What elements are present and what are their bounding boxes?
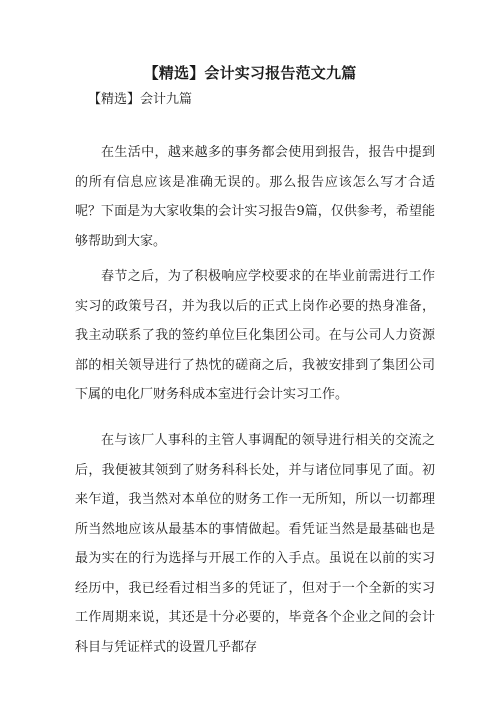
document-title: 【精选】会计实习报告范文九篇 [143, 64, 357, 82]
paragraph-work-details: 在与该厂人事科的主管人事调配的领导进行相关的交流之后，我便被其领到了财务科科长处，并与诸位同事见了面。初来乍道，我当然对本单位的财务工作一无所知，所以一切都理所当然地应该从最基本的事情做起。看凭证当然是最基础也是最为实在的行为选择与开展工作的入手点。虽说在以前的实习经历中，我已经看过相当多的凭证了，但对于一个全新的实习工作周期来说，其还是十分必要的，毕竟各个企业之间的会计科目与凭证样式的设置几乎都存 [75, 433, 435, 655]
paragraph-internship-start: 春节之后，为了积极响应学校要求的在毕业前需进行工作实习的政策号召，并为我以后的正式上岗作必要的热身准备，我主动联系了我的签约单位巨化集团公司。在与公司人力资源部的相关领导进行了热忱的磋商之后，我被安排到了集团公司下属的电化厂财务科成本室进行会计实习工作。 [75, 269, 435, 402]
paragraph-intro: 在生活中，越来越多的事务都会使用到报告，报告中提到的所有信息应该是准确无误的。那么报告应该怎么写才合适呢？下面是为大家收集的会计实习报告9篇，仅供参考，希望能够帮助到大家。 [75, 145, 435, 249]
document-subtitle: 【精选】会计九篇 [88, 92, 193, 107]
